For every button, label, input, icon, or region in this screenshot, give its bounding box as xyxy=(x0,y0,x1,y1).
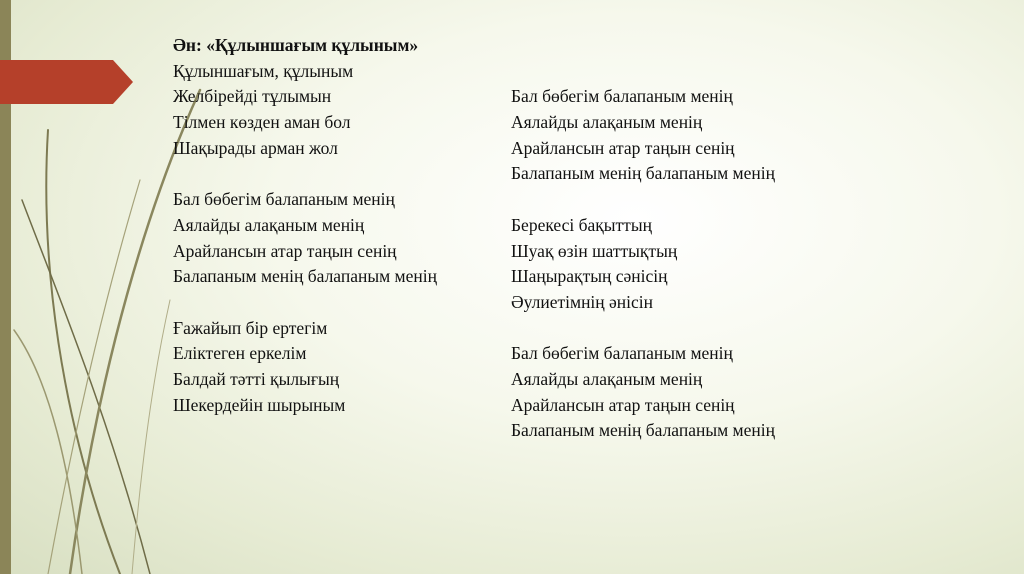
lyric-line: Шуақ өзін шаттықтың xyxy=(511,240,678,261)
lyric-line: Желбірейді тұлымын xyxy=(173,86,332,107)
lyric-line: Берекесі бақыттың xyxy=(511,214,652,235)
lyric-line: Арайлансын атар таңын сенің xyxy=(511,137,735,158)
lyric-line: Аялайды алақаным менің xyxy=(511,112,703,133)
lyric-blank-line xyxy=(511,59,775,85)
lyric-line: Әулиетімнің әнісін xyxy=(511,291,654,312)
lyrics-left-column xyxy=(173,33,437,418)
lyric-line: Балдай тәтті қылығың xyxy=(173,368,340,389)
lyric-blank-line xyxy=(173,290,437,316)
lyric-line: Шақырады арман жол xyxy=(173,137,338,158)
lyric-line: Құлыншағым, құлыным xyxy=(173,60,354,81)
lyric-line: Ғажайып бір ертегім xyxy=(173,317,328,338)
lyric-line: Шаңырақтың сәнісің xyxy=(511,266,668,287)
lyric-line: Аялайды алақаным менің xyxy=(511,368,703,389)
lyric-line: Еліктеген еркелім xyxy=(173,343,307,364)
lyric-line: Бал бөбегім балапаным менің xyxy=(173,189,395,210)
lyric-line: Арайлансын атар таңын сенің xyxy=(511,394,735,415)
lyric-line: Балапаным менің балапаным менің xyxy=(511,163,775,184)
song-title: Ән: «Құлыншағым құлыным» xyxy=(173,35,419,55)
lyric-line: Бал бөбегім балапаным менің xyxy=(511,86,733,107)
lyric-line: Балапаным менің балапаным менің xyxy=(511,420,775,441)
lyric-blank-line xyxy=(511,187,775,213)
lyric-blank-line xyxy=(511,316,775,342)
lyric-blank-line xyxy=(511,33,775,59)
red-arrow-shape xyxy=(0,60,133,104)
lyric-line: Балапаным менің балапаным менің xyxy=(173,266,437,287)
lyric-line: Аялайды алақаным менің xyxy=(173,214,365,235)
lyric-line: Арайлансын атар таңын сенің xyxy=(173,240,397,261)
lyric-line: Шекердейін шырыным xyxy=(173,394,346,415)
lyric-blank-line xyxy=(173,161,437,187)
lyrics-right-column xyxy=(511,33,775,444)
lyric-line: Бал бөбегім балапаным менің xyxy=(511,343,733,364)
lyric-line: Тілмен көзден аман бол xyxy=(173,112,351,133)
